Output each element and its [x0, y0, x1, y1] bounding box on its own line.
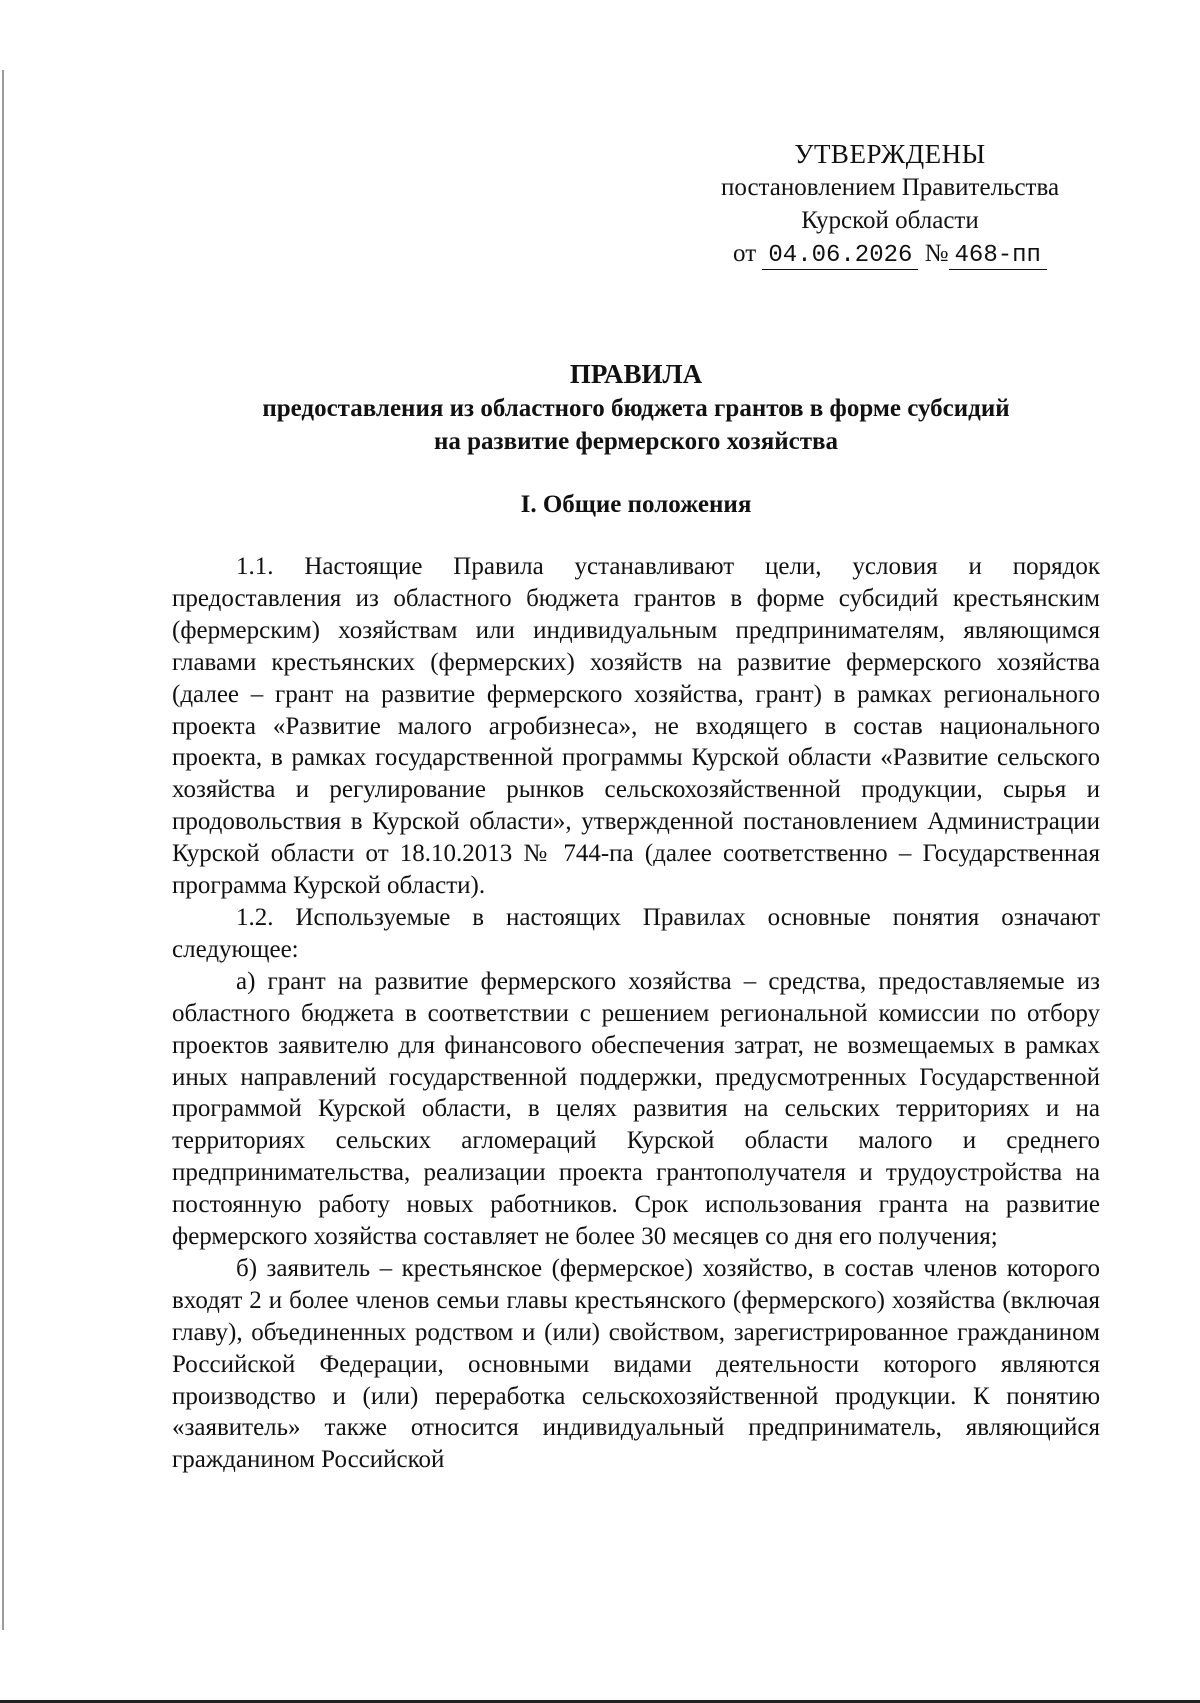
approval-date: 04.06.2026 [762, 242, 918, 270]
title-sub-line-2: на развитие фермерского хозяйства [433, 428, 839, 455]
approval-line-2: Курской области [801, 207, 979, 234]
paragraph-item-a: а) грант на развитие фермерского хозяйства – средства, предоставляемые из областного бюджета в соответствии с решением региональной комиссии по отбору проектов заявителю для финансового обеспечения затрат, не возмещаемых в рамках иных направлений государственной поддержки, предусмотренных Государственной программой Курской области, в целях развития на сельских территориях и на территориях сельских агломераций Курской области малого и среднего предпринимательства, реализации проекта грантополучателя и трудоустройства на постоянную работу новых работников. Срок использования гранта на развитие фермерского хозяйства составляет не более 30 месяцев со дня его получения; [172, 967, 1100, 1251]
paragraph-1-2: 1.2. Используемые в настоящих Правилах основные понятия означают следующее: [172, 903, 1100, 963]
approval-line-1: постановлением Правительства [720, 174, 1060, 201]
title-main: ПРАВИЛА [569, 359, 703, 389]
number-prefix: № [924, 240, 949, 267]
paragraph-item-b: б) заявитель – крестьянское (фермерское) хозяйство, в состав членов которого входят 2 и более членов семьи главы крестьянского (фермерского) хозяйства (включая главу), объединенных родством и (или) свойством, зарегистрированное гражданином Российской Федерации, основными видами деятельности которого являются производство и (или) переработка сельскохозяйственной продукции. К понятию «заявитель» также относится индивидуальный предприниматель, являющийся гражданином Российской [172, 1254, 1100, 1474]
document-title [172, 356, 1100, 458]
section-heading: I. Общие положения [520, 491, 752, 518]
scan-edge-left [2, 70, 4, 1630]
date-prefix: от [733, 240, 757, 267]
approval-number: 468-пп [949, 242, 1047, 270]
approval-block [690, 138, 1090, 272]
paragraph-1-1: 1.1. Настоящие Правила устанавливают цели, условия и порядок предоставления из областного бюджета грантов в форме субсидий крестьянским (фермерским) хозяйствам или индивидуальным предпринимателям, являющимся главами крестьянских (фермерских) хозяйств на развитие фермерского хозяйства (далее – грант на развитие фермерского хозяйства, грант) в рамках регионального проекта «Развитие малого агробизнеса», не входящего в состав национального проекта, в рамках государственной программы Курской области «Развитие сельского хозяйства и регулирование рынков сельскохозяйственной продукции, сырья и продовольствия в Курской области», утвержденной постановлением Администрации Курской области от 18.10.2013 № 744-па (далее соответственно – Государственная программа Курской области). [172, 553, 1100, 900]
title-sub-line-1: предоставления из областного бюджета грантов в форме субсидий [262, 395, 1010, 422]
approval-date-number [690, 237, 1090, 272]
document-body [172, 551, 1100, 1476]
approval-stamp: УТВЕРЖДЕНЫ [794, 139, 986, 169]
